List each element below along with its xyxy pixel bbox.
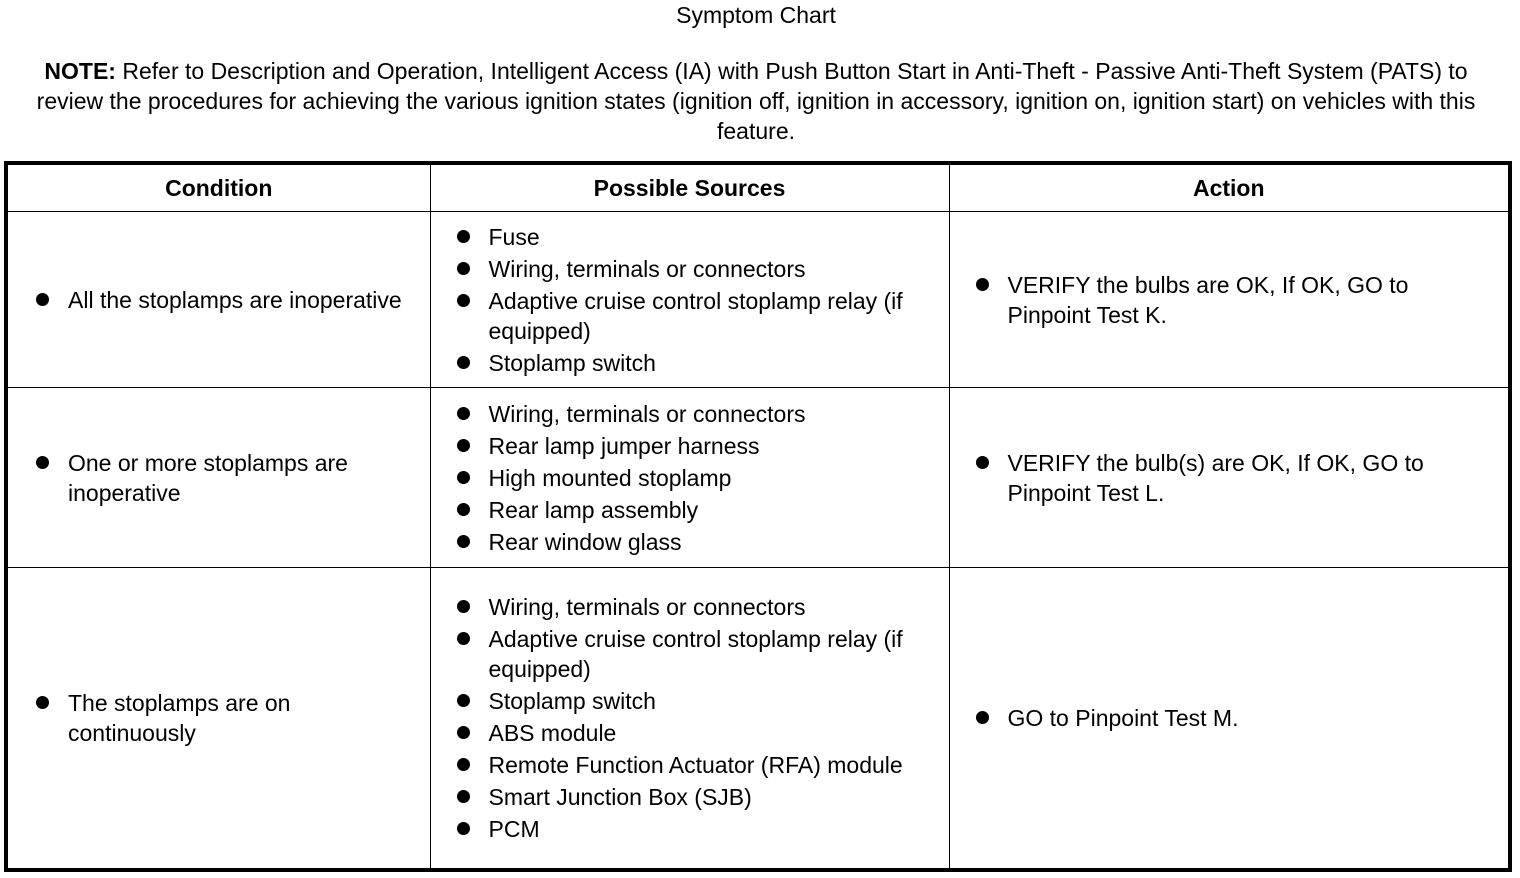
note-label: NOTE: — [44, 58, 116, 84]
table-row — [6, 388, 1510, 567]
action-cell — [949, 567, 1510, 870]
source-item: ABS module — [431, 718, 949, 748]
table-row — [6, 567, 1510, 870]
condition-cell — [6, 212, 430, 388]
header-possible-sources: Possible Sources — [430, 163, 949, 212]
source-item: High mounted stoplamp — [431, 463, 949, 493]
table-row — [6, 212, 1510, 388]
sources-cell — [430, 212, 949, 388]
source-item: Wiring, terminals or connectors — [431, 399, 949, 429]
source-item: Stoplamp switch — [431, 686, 949, 716]
note-paragraph — [8, 56, 1504, 146]
source-item: Remote Function Actuator (RFA) module — [431, 750, 949, 780]
source-item: PCM — [431, 814, 949, 844]
source-item: Wiring, terminals or connectors — [431, 254, 949, 284]
header-condition: Condition — [6, 163, 430, 212]
source-item: Rear window glass — [431, 527, 949, 557]
condition-item: The stoplamps are on continuously — [8, 688, 430, 748]
note-text: Refer to Description and Operation, Intelligent Access (IA) with Push Button Start in Anti-Theft - Passive Anti-Theft System (PATS) to review the procedures for achieving the various ignition states (ignition off, ignition in accessory, ignition on, ignition start) on vehicles with this feature. — [36, 58, 1476, 144]
page-title: Symptom Chart — [676, 2, 836, 28]
table-header-row — [6, 163, 1510, 212]
sources-cell — [430, 567, 949, 870]
source-item: Adaptive cruise control stoplamp relay (if equipped) — [431, 624, 949, 684]
symptom-chart-table — [4, 161, 1512, 872]
sources-cell — [430, 388, 949, 567]
condition-item: All the stoplamps are inoperative — [8, 285, 430, 315]
header-action: Action — [949, 163, 1510, 212]
source-item: Wiring, terminals or connectors — [431, 592, 949, 622]
source-item: Fuse — [431, 222, 949, 252]
source-item: Stoplamp switch — [431, 348, 949, 378]
action-item: GO to Pinpoint Test M. — [950, 703, 1509, 733]
action-cell — [949, 212, 1510, 388]
condition-cell — [6, 388, 430, 567]
source-item: Rear lamp jumper harness — [431, 431, 949, 461]
condition-item: One or more stoplamps are inoperative — [8, 448, 430, 508]
source-item: Rear lamp assembly — [431, 495, 949, 525]
source-item: Smart Junction Box (SJB) — [431, 782, 949, 812]
action-item: VERIFY the bulb(s) are OK, If OK, GO to Pinpoint Test L. — [950, 448, 1509, 508]
action-cell — [949, 388, 1510, 567]
action-item: VERIFY the bulbs are OK, If OK, GO to Pinpoint Test K. — [950, 270, 1509, 330]
source-item: Adaptive cruise control stoplamp relay (if equipped) — [431, 286, 949, 346]
condition-cell — [6, 567, 430, 870]
